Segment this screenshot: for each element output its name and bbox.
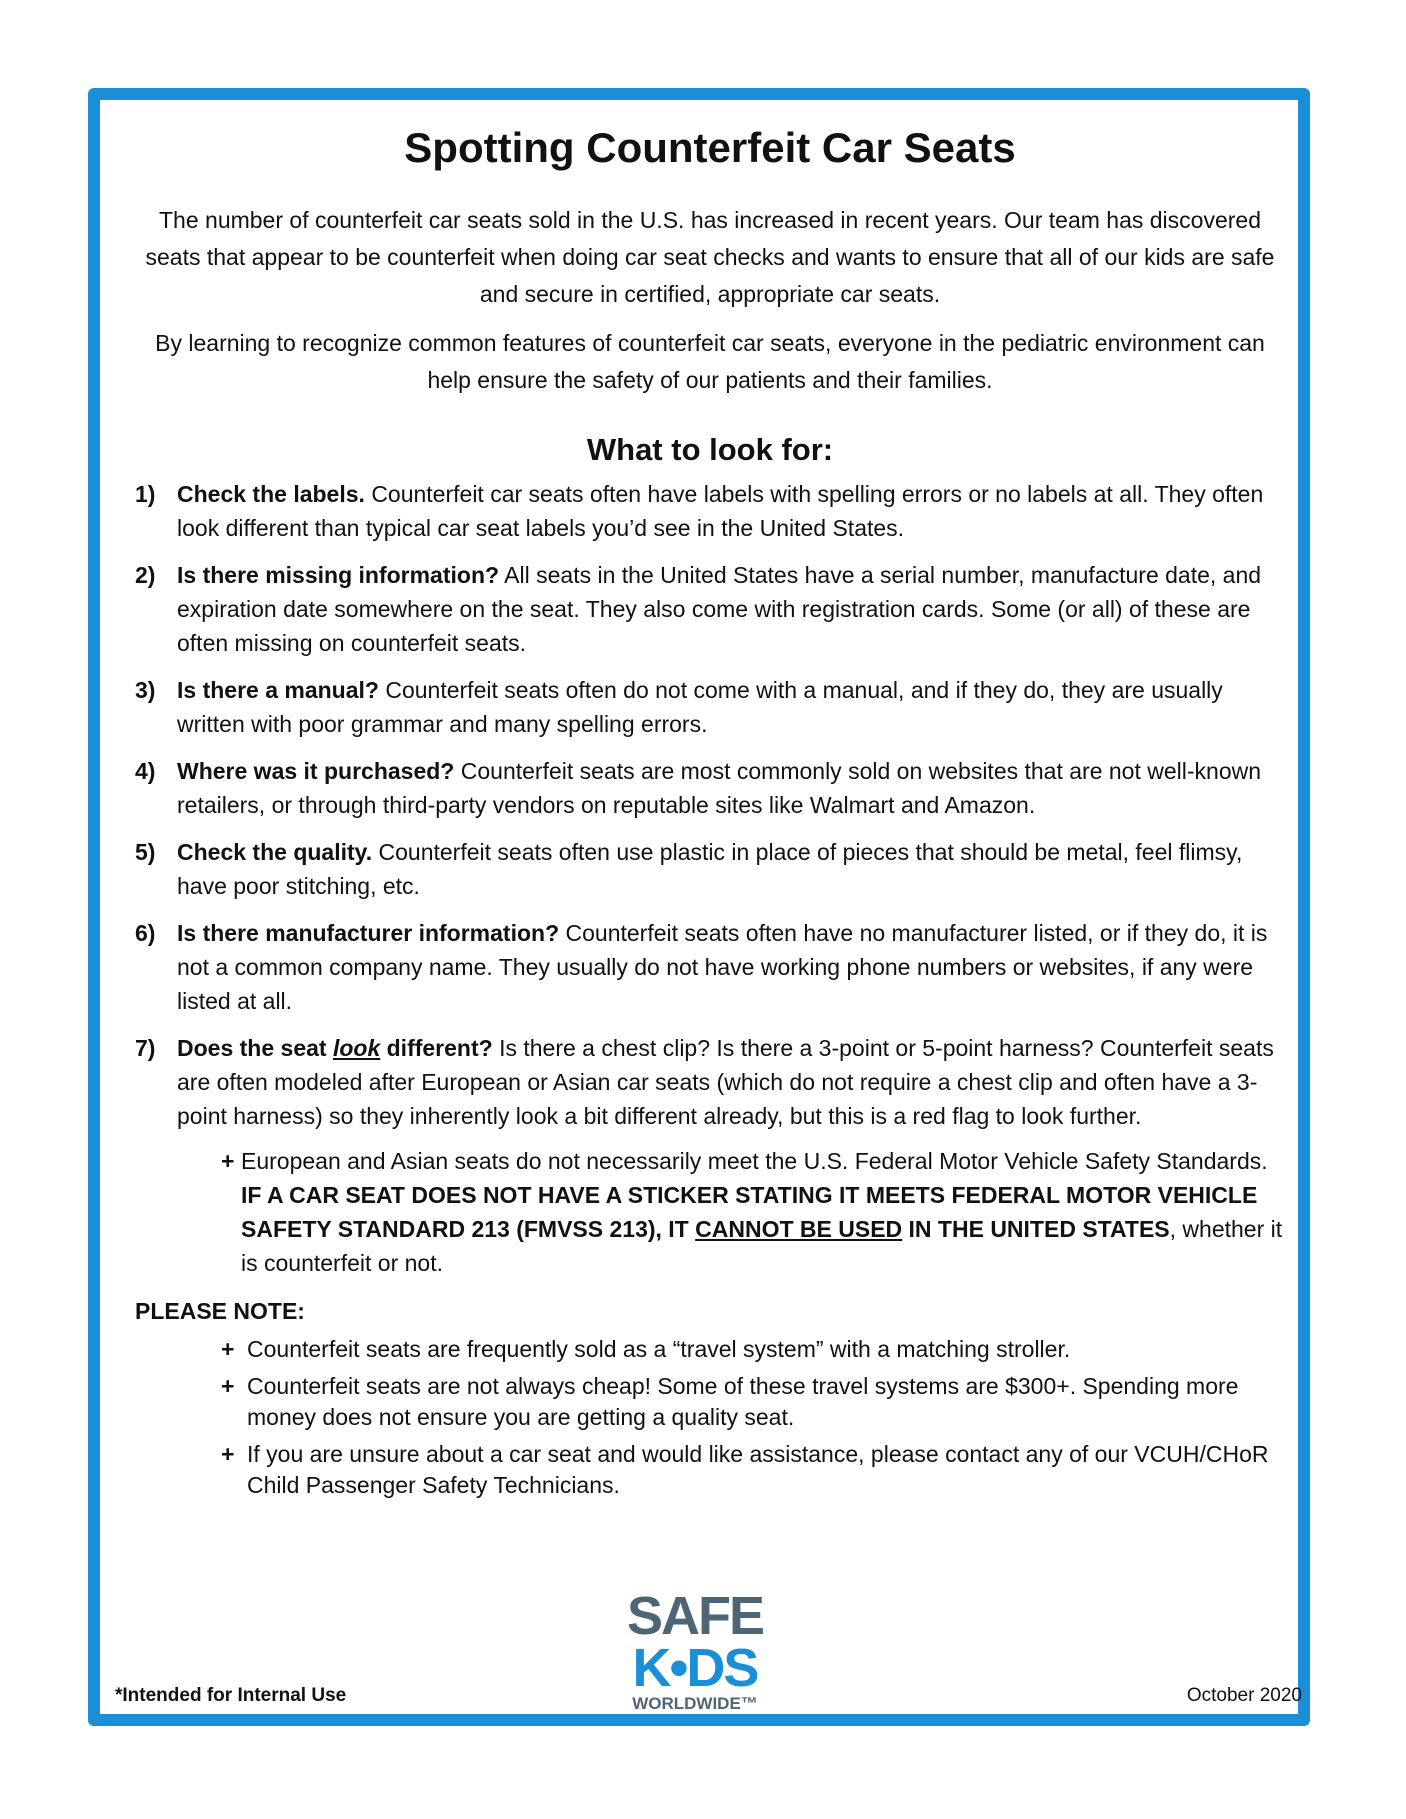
list-item: [221, 1334, 1285, 1365]
sub-bold-b: IN THE UNITED STATES: [908, 1216, 1170, 1242]
sub-text-b: , whether it is counterfeit or not.: [241, 1216, 1283, 1276]
sub-text-a: European and Asian seats do not necessarily meet the U.S. Federal Motor Vehicle Safety Standards.: [241, 1148, 1268, 1174]
sub-bold-a: IF A CAR SEAT DOES NOT HAVE A STICKER STATING IT MEETS FEDERAL MOTOR VEHICLE SAFETY STANDARD 213 (FMVSS 213), IT: [241, 1182, 1258, 1242]
list-item: [135, 1031, 1285, 1133]
footer-date: October 2020: [1186, 1685, 1302, 1706]
list-item: [135, 835, 1285, 903]
item-text: Counterfeit seats are most commonly sold on websites that are not well-known retailers, or through third-party vendors on reputable sites like Walmart and Amazon.: [177, 758, 1262, 818]
item-lead: Check the quality.: [177, 839, 373, 865]
note-heading: PLEASE NOTE:: [135, 1298, 305, 1324]
item-lead-emphasis: look: [332, 1035, 381, 1061]
note-text: Counterfeit seats are not always cheap! Some of these travel systems are $300+. Spending more money does not ensure you are getting a quality seat.: [247, 1373, 1239, 1430]
item-number: 3): [135, 677, 156, 703]
list-item: [135, 916, 1285, 1018]
footer-internal-use: *Intended for Internal Use: [115, 1685, 347, 1706]
sub-bullet: [221, 1144, 1285, 1280]
plus-icon: +: [221, 1373, 235, 1399]
notes-list: [221, 1334, 1285, 1501]
item-text: Counterfeit seats often use plastic in place of pieces that should be metal, feel flimsy, have poor stitching, etc.: [177, 839, 1243, 899]
checklist: [135, 477, 1285, 1133]
item-lead: Is there missing information?: [177, 562, 500, 588]
item-number: 1): [135, 481, 156, 507]
list-item: [135, 754, 1285, 822]
logo-line-kids: K•DS: [632, 1638, 758, 1698]
document-body: [135, 118, 1285, 1507]
sub-bold-underline: CANNOT BE USED: [695, 1216, 903, 1242]
page-title: Spotting Counterfeit Car Seats: [404, 124, 1016, 171]
item-text: Counterfeit seats often have no manufacturer listed, or if they do, it is not a common company name. They usually do not have working phone numbers or websites, if any were listed at all.: [177, 920, 1268, 1014]
item-text: All seats in the United States have a serial number, manufacture date, and expiration date somewhere on the seat. They also come with registration cards. Some (or all) of these are often missing on counterfeit seats.: [177, 562, 1262, 656]
item-lead: Is there a manual?: [177, 677, 379, 703]
item-lead-a: Does the seat: [177, 1035, 327, 1061]
note-text: If you are unsure about a car seat and would like assistance, please contact any of our VCUH/CHoR Child Passenger Safety Technicians.: [247, 1441, 1269, 1498]
logo-line-worldwide: WORLDWIDE™: [632, 1694, 758, 1713]
item-lead: Where was it purchased?: [177, 758, 455, 784]
list-item: [221, 1439, 1285, 1501]
logo-line-safe: SAFE: [626, 1586, 764, 1646]
note-text: Counterfeit seats are frequently sold as a “travel system” with a matching stroller.: [247, 1336, 1071, 1362]
item-number: 5): [135, 839, 156, 865]
plus-icon: +: [221, 1148, 235, 1174]
item-text: Is there a chest clip? Is there a 3-point or 5-point harness? Counterfeit seats are often modeled after European or Asian car seats (which do not require a chest clip and often have a 3-point harness) so they inherently look a bit different already, but this is a red flag to look further.: [177, 1035, 1274, 1129]
list-item: [135, 477, 1285, 545]
intro-paragraph-1: The number of counterfeit car seats sold in the U.S. has increased in recent years. Our team has discovered seats that appear to be counterfeit when doing car seat checks and wants to ensure that all of our kids are safe and secure in certified, appropriate car seats.: [145, 207, 1275, 307]
item-lead: Check the labels.: [177, 481, 365, 507]
item-number: 7): [135, 1035, 156, 1061]
item-number: 4): [135, 758, 156, 784]
list-item: [221, 1371, 1285, 1433]
safe-kids-logo: [620, 1586, 770, 1714]
plus-icon: +: [221, 1441, 235, 1467]
list-item: [135, 673, 1285, 741]
item-text: Counterfeit car seats often have labels with spelling errors or no labels at all. They often look different than typical car seat labels you’d see in the United States.: [177, 481, 1264, 541]
item-text: Counterfeit seats often do not come with a manual, and if they do, they are usually written with poor grammar and many spelling errors.: [177, 677, 1223, 737]
section-heading: What to look for:: [586, 432, 834, 467]
intro-paragraph-2: By learning to recognize common features of counterfeit car seats, everyone in the pediatric environment can help ensure the safety of our patients and their families.: [155, 330, 1265, 393]
list-item: [135, 558, 1285, 660]
item-lead: Is there manufacturer information?: [177, 920, 560, 946]
item-lead-b: different?: [386, 1035, 493, 1061]
plus-icon: +: [221, 1336, 235, 1362]
item-number: 2): [135, 562, 156, 588]
item-number: 6): [135, 920, 156, 946]
